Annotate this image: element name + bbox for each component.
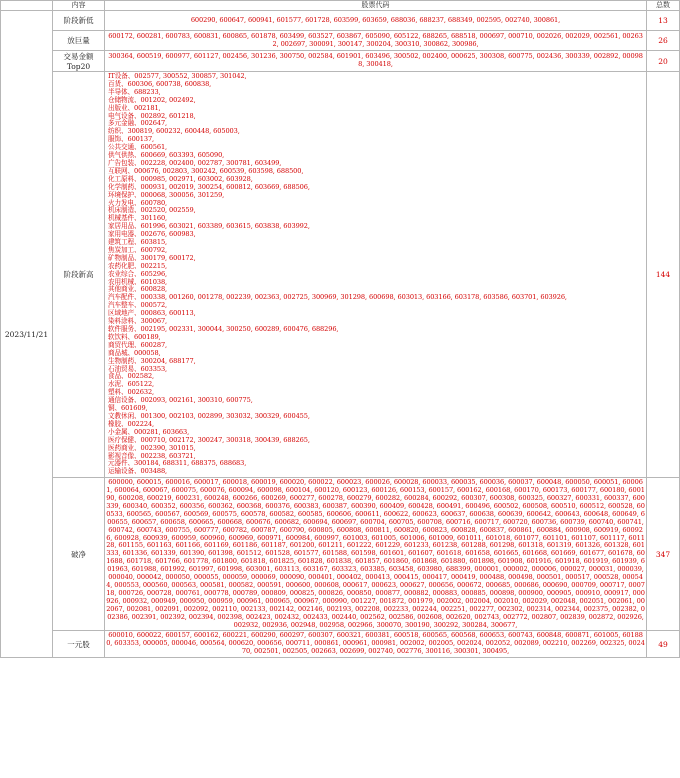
header-codes: 股票代码 xyxy=(105,1,647,11)
industry-line: IT设备、002577, 300552, 300857, 301042, xyxy=(108,72,247,80)
industry-line: 区域地产、000863, 600113, xyxy=(108,309,196,318)
industry-line: 农用机械、601038, xyxy=(108,277,168,286)
codes-cell: 600010, 600022, 600157, 600162, 600221, 600290, 600297, 600307, 600321, 600381, 600518, 600565, 600568, 600653, 600743, 600848, 600871, 601005, 601880, 603353, 000005, 000046, 000564, 000620, 000656, 000711, 000861, 000961, 000981, 002002, 002005, 002024, 002052, 002089, 002210, 002269, 002325, 002470, 002501, 002505, 002663, 002699, 002740, 002776, 300116, 300301, 300495, xyxy=(105,631,647,658)
total-cell: 13 xyxy=(647,11,680,31)
industry-line: 小金属、000281, 603663, xyxy=(108,427,190,436)
industry-line: 农业综合、605296, xyxy=(108,269,168,278)
industry-line: 矿物制品、300179, 600172, xyxy=(108,253,196,262)
industry-line: 商贸代理、600287, xyxy=(108,340,168,349)
industry-line: 环境保护、000068, 300056, 301259, xyxy=(108,190,225,199)
industry-line: 家用电器、002676, 600983, xyxy=(108,230,196,239)
header-date xyxy=(1,1,53,11)
industry-line: 医药商业、002390, 301015, xyxy=(108,443,196,452)
codes-cell: 600000, 600015, 600016, 600017, 600018, 600019, 600020, 600022, 600023, 600026, 600028, 600033, 600035, 600036, 600037, 600048, 600050, 600051, 600061, 600064, 600067, 600075, 600076, 600094, 600098, 600104, 600120, 600123, 600126, 600153, 600157, 600162, 600168, 600170, 600173, 600177, 600180, 600190, 600208, 600219, 600231, 600248, 600266, 600269, 600277, 600278, 600279, 600282, 600284, 600292, 600307, 600308, 600325, 600327, 600331, 600337, 600339, 600340, 600352, 600356, 600362, 600368, 600376, 600383, 600387, 600390, 600409, 600428, 600491, 600496, 600502, 600508, 600510, 600512, 600528, 600533, 600565, 600567, 600569, 600575, 600578, 600582, 600585, 600606, 600611, 600622, 600623, 600637, 600638, 600639, 600642, 600643, 600648, 600649, 600655, 600657, 600658, 600665, 600668, 600676, 600682, 600694, 600697, 600704, 600705, 600708, 600716, 600717, 600720, 600736, 600739, 600740, 600741, 600742, 600743, 600755, 600777, 600782, 600787, 600790, 600805, 600808, 600811, 600820, 600823, 600828, 600837, 600861, 600884, 600908, 600919, 600926, 600928, 600939, 600959, 600960, 600969, 600971, 600984, 600997, 601003, 601005, 601006, 601009, 601011, 601018, 601077, 601101, 601107, 601117, 601128, 601155, 601163, 601166, 601169, 601186, 601187, 601200, 601211, 601222, 601229, 601233, 601238, 601288, 601298, 601318, 601319, 601326, 601328, 601333, 601336, 601339, 601390, 601398, 601512, 601528, 601577, 601588, 601598, 601601, 601607, 601618, 601658, 601665, 601668, 601669, 601677, 601678, 601688, 601718, 601766, 601778, 601800, 601818, 601825, 601828, 601838, 601857, 601860, 601868, 601880, 601898, 601908, 601916, 601918, 601919, 601939, 601963, 601988, 601992, 601997, 601998, 603001, 603113, 603167, 603323, 603385, 603458, 603980, 688399, 000001, 000002, 000006, 000027, 000031, 000039, 000040, 000042, 000050, 000055, 000059, 000069, 000090, 000401, 000402, 000413, 000415, 000417, 000419, 000488, 000498, 000501, 000517, 000528, 000544, 000553, 000560, 000563, 000581, 000582, 000591, 000600, 000608, 000617, 000623, 000627, 000656, 000672, 000685, 000686, 000690, 000709, 000717, 000718, 000726, 000728, 000761, 000778, 000789, 000809, 000825, 000826, 000850, 000877, 000882, 000883, 000885, 000898, 000900, 000905, 000910, 000917, 000926, 000932, 000949, 000950, 000959, 000961, 000965, 000967, 000990, 001227, 001872, 001979, 002002, 002004, 002010, 002029, 002048, 002051, 002061, 002067, 002081, 002091, 002092, 002110, 002133, 002142, 002146, 002193, 002208, 002233, 002244, 002251, 002277, 002302, 002314, 002344, 002375, 002382, 002386, 002391, 002392, 002394, 002398, 002423, 002432, 002433, 002440, 002562, 002586, 002608, 002620, 002743, 002772, 002807, 002839, 002872, 002926, 002932, 002936, 002948, 002958, 002966, 300070, 300190, 300292, 300284, 300677, xyxy=(105,478,647,631)
table-row xyxy=(1,11,680,31)
industry-line: 纺织、300819, 600232, 600448, 605003, xyxy=(108,127,240,136)
industry-line: 其他商业、600828, xyxy=(108,285,168,294)
industry-line: 文教休闲、001300, 002103, 002899, 303032, 300329, 600455, xyxy=(108,411,310,420)
industry-line: 电气设备、002892, 601218, xyxy=(108,111,196,120)
industry-line: 多元金融、002647, xyxy=(108,119,168,128)
codes-cell: 600290, 600647, 600941, 601577, 601728, 603599, 603659, 688036, 688237, 688349, 002595, 002740, 300861, xyxy=(105,11,647,31)
table-row xyxy=(1,631,680,658)
category-cell: 交易金额Top20 xyxy=(53,51,105,72)
industry-line: 商品城、000058, xyxy=(108,348,161,357)
codes-cell: 300364, 600519, 600977, 601127, 002456, 301236, 300750, 002584, 601901, 603496, 300502, 002400, 000625, 300308, 600775, 002436, 300339, 002892, 000988, 300418, xyxy=(105,51,647,72)
industry-line: 元器件、300184, 688311, 688375, 688683, xyxy=(108,459,247,468)
industry-line: 广告包装、002228, 002400, 002787, 300781, 603499, xyxy=(108,158,282,167)
industry-line: 医疗保健、000710, 002172, 300247, 300318, 300439, 688265, xyxy=(108,435,310,444)
industry-line: 食品、002582, xyxy=(108,372,155,381)
header-total: 总数 xyxy=(647,1,680,11)
industry-line: 供气供热、600669, 603393, 605090, xyxy=(108,151,225,160)
industry-line: 塑料、002632, xyxy=(108,388,155,397)
industry-line: 互联网、000676, 002803, 300242, 600539, 603598, 688500, xyxy=(108,166,304,175)
industry-line: 石油贸易、603353, xyxy=(108,364,168,373)
industry-line: 生物制药、300204, 688177, xyxy=(108,356,196,365)
industry-line: 软饮料、600189, xyxy=(108,332,161,341)
table-row xyxy=(1,51,680,72)
table-row xyxy=(1,72,680,478)
industry-line: 化工原料、000985, 002971, 603002, 603928, xyxy=(108,174,253,183)
header-row xyxy=(1,1,680,11)
industry-line: 家居用品、601996, 603021, 603389, 603615, 603838, 603992, xyxy=(108,222,310,231)
industry-line: 影视音像、002238, 603721, xyxy=(108,451,196,460)
date-cell: 2023/11/21 xyxy=(1,11,53,658)
industry-line: 水泥、605122, xyxy=(108,380,155,389)
table-row xyxy=(1,31,680,51)
industry-list xyxy=(105,72,647,478)
table-row xyxy=(1,478,680,631)
industry-line: 服饰、600137, xyxy=(108,135,155,144)
industry-line: 软件服务、002195, 002331, 300044, 300250, 600289, 600476, 688296, xyxy=(108,325,339,333)
category-cell: 一元股 xyxy=(53,631,105,658)
total-cell: 347 xyxy=(647,478,680,631)
total-cell: 26 xyxy=(647,31,680,51)
industry-line: 农药化肥、002215, xyxy=(108,261,168,270)
industry-line: 机床制造、002520, 002559, xyxy=(108,206,196,215)
header-content: 内容 xyxy=(53,1,105,11)
industry-line: 半导体、688233, xyxy=(108,87,161,96)
category-cell: 阶段新低 xyxy=(53,11,105,31)
industry-line: 火力发电、600780, xyxy=(108,198,168,207)
industry-line: 公共交通、600561, xyxy=(108,143,168,152)
category-cell: 放巨量 xyxy=(53,31,105,51)
industry-line: 焦炭加工、600792, xyxy=(108,245,168,254)
industry-line: 运输设备、003488, xyxy=(108,467,168,476)
total-cell: 20 xyxy=(647,51,680,72)
industry-line: 百货、600306, 600738, 600838, xyxy=(108,79,212,88)
industry-line: 汽车整车、000572, xyxy=(108,301,168,310)
industry-line: 染料涂料、300067, xyxy=(108,317,168,326)
industry-line: 通信设备、002093, 002161, 300310, 600775, xyxy=(108,396,253,405)
industry-line: 出版业、002181, xyxy=(108,103,161,112)
industry-line: 建筑工程、603815, xyxy=(108,238,168,247)
codes-cell: 600172, 600281, 600783, 600831, 600865, 601878, 603499, 603527, 603867, 605090, 605122, 688265, 688518, 000697, 000710, 002026, 002029, 002561, 002632, 002697, 300091, 300147, 300204, 300310, 300862, 300986, xyxy=(105,31,647,51)
category-cell: 阶段新高 xyxy=(53,72,105,478)
industry-line: 仓储物流、001202, 002492, xyxy=(108,95,196,104)
category-cell: 破净 xyxy=(53,478,105,631)
industry-line: 铜、601609, xyxy=(108,404,148,413)
industry-line: 橡胶、002224, xyxy=(108,419,155,428)
total-cell: 144 xyxy=(647,72,680,478)
total-cell: 49 xyxy=(647,631,680,658)
industry-line: 汽车配件、000338, 001260, 001278, 002239, 002363, 002725, 300969, 301298, 600698, 603013, 603166, 603178, 603586, 603701, 603926, xyxy=(108,293,567,302)
industry-line: 化学制药、000931, 002019, 300254, 600812, 603669, 688506, xyxy=(108,182,310,191)
industry-line: 机械基件、301160, xyxy=(108,214,168,223)
